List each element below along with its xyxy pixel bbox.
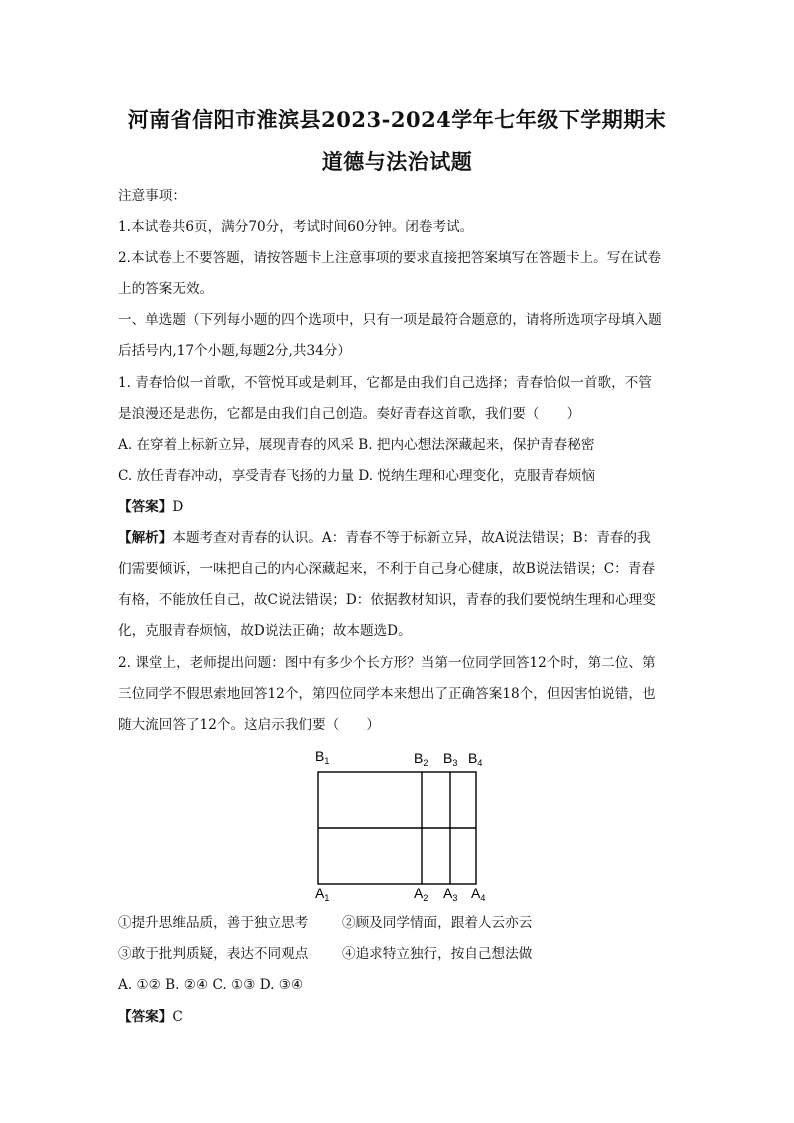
label-b3: $B_3$ (443, 750, 458, 768)
q1-options-line-2: C. 放任青春冲动，享受青春飞扬的力量 D. 悦纳生理和心理变化，克服青春烦恼 (118, 468, 595, 484)
section-heading-line-1: 一、单选题（下列每小题的四个选项中，只有一项是最符合题意的，请将所选项字母填入题 (118, 312, 662, 328)
rectangle-figure (312, 744, 502, 904)
q1-analysis-line-3: 有格，不能放任自己，故C说法错误；D：依据教材知识，青春的我们要悦纳生理和心理变 (118, 592, 656, 608)
q1-analysis-line-4: 化，克服青春烦恼，故D说法正确；故本题选D。 (118, 623, 412, 639)
q1-answer-label: 【答案】 (118, 499, 173, 515)
label-a4: $A_4$ (471, 885, 486, 903)
label-a3: $A_3$ (443, 885, 458, 903)
q1-answer (118, 498, 183, 516)
notice-item-1: 1.本试卷共6页，满分70分，考试时间60分钟。闭卷考试。 (118, 219, 474, 235)
q2-stem-line-3: 随大流回答了12个。这启示我们要（ ） (118, 717, 380, 733)
q1-analysis-text-1: 本题考查对青春的认识。A：青春不等于标新立异，故A说法错误；B：青春的我 (172, 530, 651, 546)
section-heading-line-2: 后括号内,17个小题,每题2分,共34分） (118, 343, 351, 359)
label-b1: $B_1$ (315, 748, 330, 766)
label-b4: $B_4$ (468, 750, 483, 768)
q1-stem-line-1: 1. 青春恰似一首歌，不管悦耳或是刺耳，它都是由我们自己选择；青春恰似一首歌，不管 (118, 375, 652, 391)
q1-analysis-line-2: 们需要倾诉，一味把自己的内心深藏起来，不利于自己身心健康，故B说法错误；C：青春 (118, 561, 655, 577)
q2-stem-line-1: 2. 课堂上，老师提出问题：图中有多少个长方形？当第一位同学回答12个时，第二位、第 (118, 655, 656, 671)
q2-answer-label: 【答案】 (118, 1009, 173, 1025)
q2-choice-4: ④追求特立独行，按自己想法做 (342, 946, 533, 962)
q1-stem-line-2: 是浪漫还是悲伤，它都是由我们自己创造。奏好青春这首歌，我们要（ ） (118, 406, 581, 422)
q1-answer-value: D (172, 499, 184, 515)
notice-heading: 注意事项： (118, 188, 186, 204)
q2-stem-line-2: 三位同学不假思索地回答12个，第四位同学本来想出了正确答案18个，但因害怕说错，也 (118, 686, 656, 702)
q2-options: A. ①② B. ②④ C. ①③ D. ③④ (118, 977, 304, 993)
label-a2: $A_2$ (414, 885, 429, 903)
q1-analysis-label: 【解析】 (118, 530, 173, 546)
label-b2: $B_2$ (414, 750, 429, 768)
q2-choice-3: ③敢于批判质疑，表达不同观点 (118, 946, 309, 962)
notice-item-2-line-2: 上的答案无效。 (118, 281, 214, 297)
notice-item-2-line-1: 2.本试卷上不要答题，请按答题卡上注意事项的要求直接把答案填写在答题卡上。写在试卷 (118, 250, 662, 266)
q1-options-line-1: A. 在穿着上标新立异，展现青春的风采 B. 把内心想法深藏起来，保护青春秘密 (118, 437, 595, 453)
q2-answer (118, 1008, 183, 1026)
page-subtitle: 道德与法治试题 (321, 149, 473, 174)
page-title: 河南省信阳市淮滨县2023-2024学年七年级下学期期末 (127, 107, 667, 132)
q2-choice-2: ②顾及同学情面，跟着人云亦云 (342, 915, 533, 931)
q2-choice-1: ①提升思维品质，善于独立思考 (118, 915, 309, 931)
q1-analysis-line-1 (118, 529, 651, 547)
label-a1: $A_1$ (315, 885, 330, 903)
q2-answer-value: C (172, 1009, 183, 1025)
